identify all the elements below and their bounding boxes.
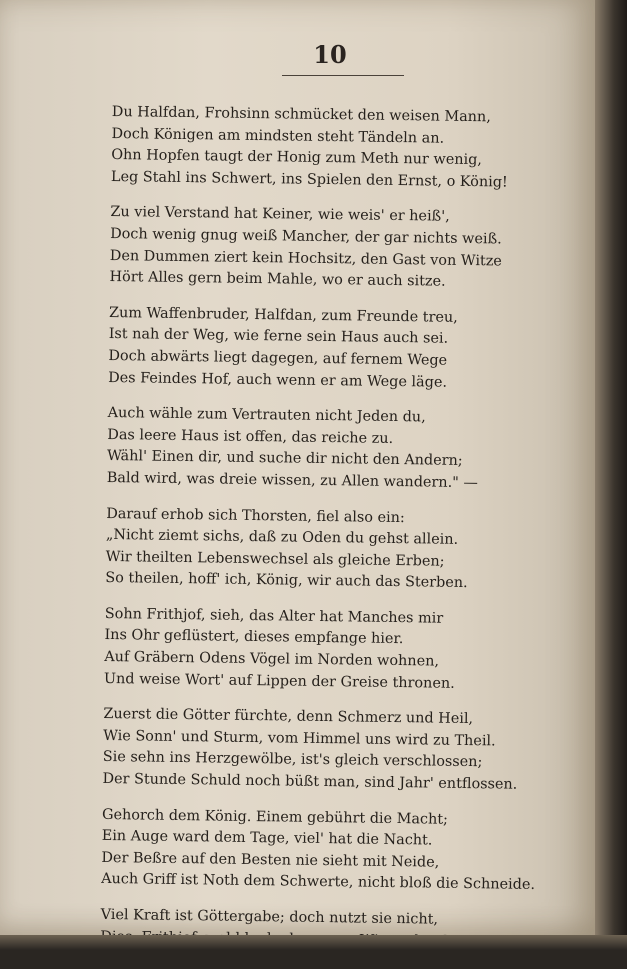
verse-line: Bald wird, was dreie wissen, zu Allen wandern." — <box>106 469 478 492</box>
verse-line: Der Stunde Schuld noch büßt man, sind Jahr' entflossen. <box>102 770 518 793</box>
verse-line: Das leere Haus ist offen, das reiche zu. <box>107 426 394 447</box>
verse-line: Darauf erhob sich Thorsten, fiel also ein: <box>106 505 405 526</box>
page-edge-shadow <box>595 0 627 950</box>
verse-line: Ist nah der Weg, wie ferne sein Haus auch sei. <box>108 326 449 348</box>
page-number: 10 <box>313 40 347 69</box>
verse-line: Wie Sonn' und Sturm, vom Himmel uns wird zu Theil. <box>103 727 496 750</box>
verse-line: Und weise Wort' auf Lippen der Greise thronen. <box>103 670 455 692</box>
verse-line: Sohn Frithjof, sieh, das Alter hat Manches mir <box>104 605 444 627</box>
header-rule <box>282 75 404 76</box>
verse-line: Wir theilten Lebenswechsel als gleiche Erben; <box>105 548 445 570</box>
stanza <box>108 303 579 396</box>
verse-line: Doch wenig gnug weiß Mancher, der gar nichts weiß. <box>110 225 502 248</box>
stanza <box>102 704 573 797</box>
poem-body <box>100 102 582 969</box>
stanza <box>101 805 572 898</box>
verse-line: So theilen, hoff' ich, König, wir auch das Sterben. <box>105 570 468 592</box>
verse-line: Hört Alles gern beim Mahle, wo er auch sitze. <box>109 269 446 290</box>
verse-line: Zuerst die Götter fürchte, denn Schmerz und Heil, <box>103 706 474 728</box>
verse-line: Wähl' Einen dir, und suche dir nicht den Andern; <box>106 448 463 470</box>
verse-line: Auf Gräbern Odens Vögel im Norden wohnen, <box>104 649 440 670</box>
verse-line: Du Halfdan, Frohsinn schmücket den weisen Mann, <box>111 103 491 126</box>
verse-line: Viel Kraft ist Göttergabe; doch nutzt sie nicht, <box>100 906 439 928</box>
stanza <box>109 202 580 295</box>
stanza <box>105 503 576 596</box>
verse-line: Der Beßre auf den Besten nie sieht mit Neide, <box>101 849 440 871</box>
verse-line: Des Feindes Hof, auch wenn er am Wege läge. <box>108 369 448 391</box>
verse-line: Den Dummen ziert kein Hochsitz, den Gast von Witze <box>109 247 502 270</box>
verse-line: Zu viel Verstand hat Keiner, wie weis' er heiß', <box>110 204 450 226</box>
stanza <box>111 102 582 195</box>
verse-line: Ein Auge ward dem Tage, viel' hat die Nacht. <box>101 828 433 849</box>
verse-line: Gehorch dem König. Einem gebührt die Macht; <box>101 806 449 828</box>
verse-line: Sie sehn ins Herzgewölbe, ist's gleich verschlossen; <box>102 749 483 771</box>
stanza <box>104 604 575 697</box>
verse-line: Leg Stahl ins Schwert, ins Spielen den Ernst, o König! <box>110 168 508 191</box>
verse-line: Zum Waffenbruder, Halfdan, zum Freunde treu, <box>108 304 458 326</box>
verse-line: Doch abwärts liegt dagegen, auf fernem Wege <box>108 347 448 369</box>
verse-line: Ohn Hopfen taugt der Honig zum Meth nur wenig, <box>111 147 483 169</box>
verse-line: Auch Griff ist Noth dem Schwerte, nicht bloß die Schneide. <box>101 871 536 894</box>
page-bottom-shadow <box>0 935 627 950</box>
stanza <box>107 403 578 496</box>
verse-line: Ins Ohr geflüstert, dieses empfange hier. <box>104 627 404 648</box>
verse-line: Doch Königen am mindsten steht Tändeln an. <box>111 125 445 147</box>
verse-line: Auch wähle zum Vertrauten nicht Jeden du, <box>107 405 426 426</box>
verse-line: „Nicht ziemt sichs, daß zu Oden du gehst allein. <box>105 527 459 548</box>
